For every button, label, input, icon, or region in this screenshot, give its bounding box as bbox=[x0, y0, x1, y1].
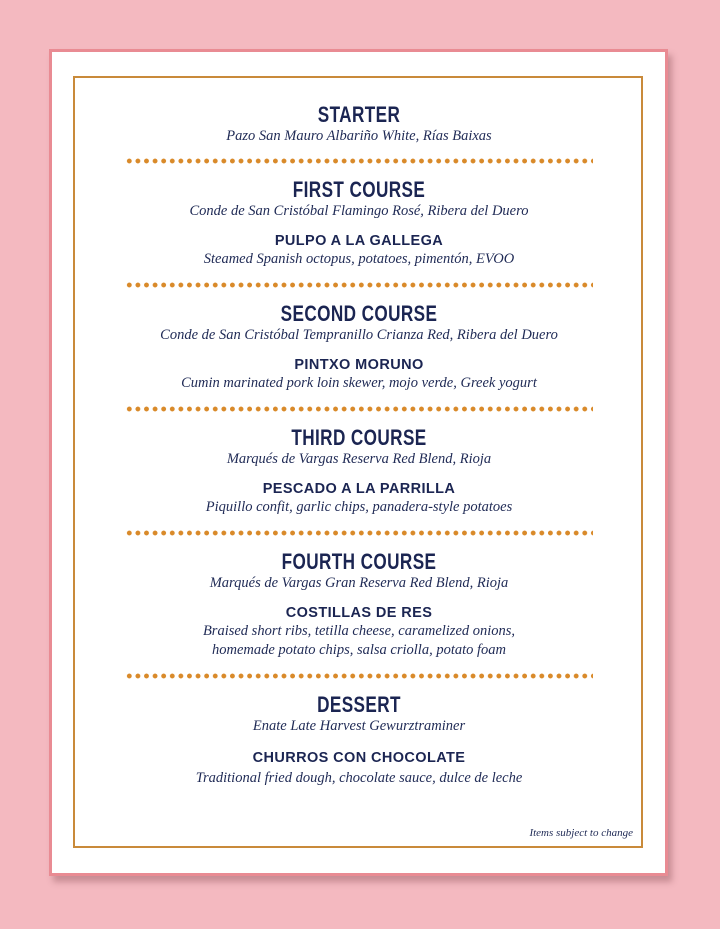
dish-name: CHURROS CON CHOCOLATE bbox=[252, 750, 466, 766]
section-starter bbox=[76, 76, 642, 146]
footer-note: Items subject to change bbox=[529, 827, 633, 839]
section-second-course bbox=[76, 288, 642, 393]
course-title: FIRST COURSE bbox=[292, 177, 426, 202]
wine-pairing: Marqués de Vargas Reserva Red Blend, Rioja bbox=[226, 451, 492, 467]
section-third-course bbox=[76, 412, 642, 517]
dish-name: PULPO A LA GALLEGA bbox=[274, 233, 444, 249]
dish-name: PESCADO A LA PARRILLA bbox=[262, 481, 456, 497]
wine-pairing: Conde de San Cristóbal Tempranillo Crianza Red, Ribera del Duero bbox=[160, 327, 558, 343]
course-title: STARTER bbox=[317, 102, 401, 127]
dish-description: homemade potato chips, salsa criolla, potato foam bbox=[211, 642, 506, 658]
course-title: FOURTH COURSE bbox=[281, 549, 437, 574]
dish-description: Steamed Spanish octopus, potatoes, pimentón, EVOO bbox=[203, 251, 515, 267]
dish-description: Cumin marinated pork loin skewer, mojo verde, Greek yogurt bbox=[181, 375, 537, 391]
section-fourth-course bbox=[76, 536, 642, 660]
section-first-course bbox=[76, 164, 642, 269]
dish-name: PINTXO MORUNO bbox=[294, 357, 424, 373]
section-dessert bbox=[76, 679, 642, 788]
wine-pairing: Pazo San Mauro Albariño White, Rías Baixas bbox=[226, 128, 492, 144]
course-title: SECOND COURSE bbox=[280, 301, 438, 326]
course-title: THIRD COURSE bbox=[291, 425, 427, 450]
dish-description: Piquillo confit, garlic chips, panadera-style potatoes bbox=[205, 499, 513, 515]
course-title: DESSERT bbox=[317, 692, 401, 717]
dish-name: COSTILLAS DE RES bbox=[285, 605, 433, 621]
dish-description: Braised short ribs, tetilla cheese, caramelized onions, bbox=[202, 623, 516, 639]
wine-pairing: Enate Late Harvest Gewurztraminer bbox=[252, 718, 466, 734]
menu-content bbox=[76, 76, 642, 788]
wine-pairing: Marqués de Vargas Gran Reserva Red Blend, Rioja bbox=[209, 575, 509, 591]
dish-description: Traditional fried dough, chocolate sauce, dulce de leche bbox=[195, 770, 523, 786]
wine-pairing: Conde de San Cristóbal Flamingo Rosé, Ribera del Duero bbox=[189, 203, 529, 219]
